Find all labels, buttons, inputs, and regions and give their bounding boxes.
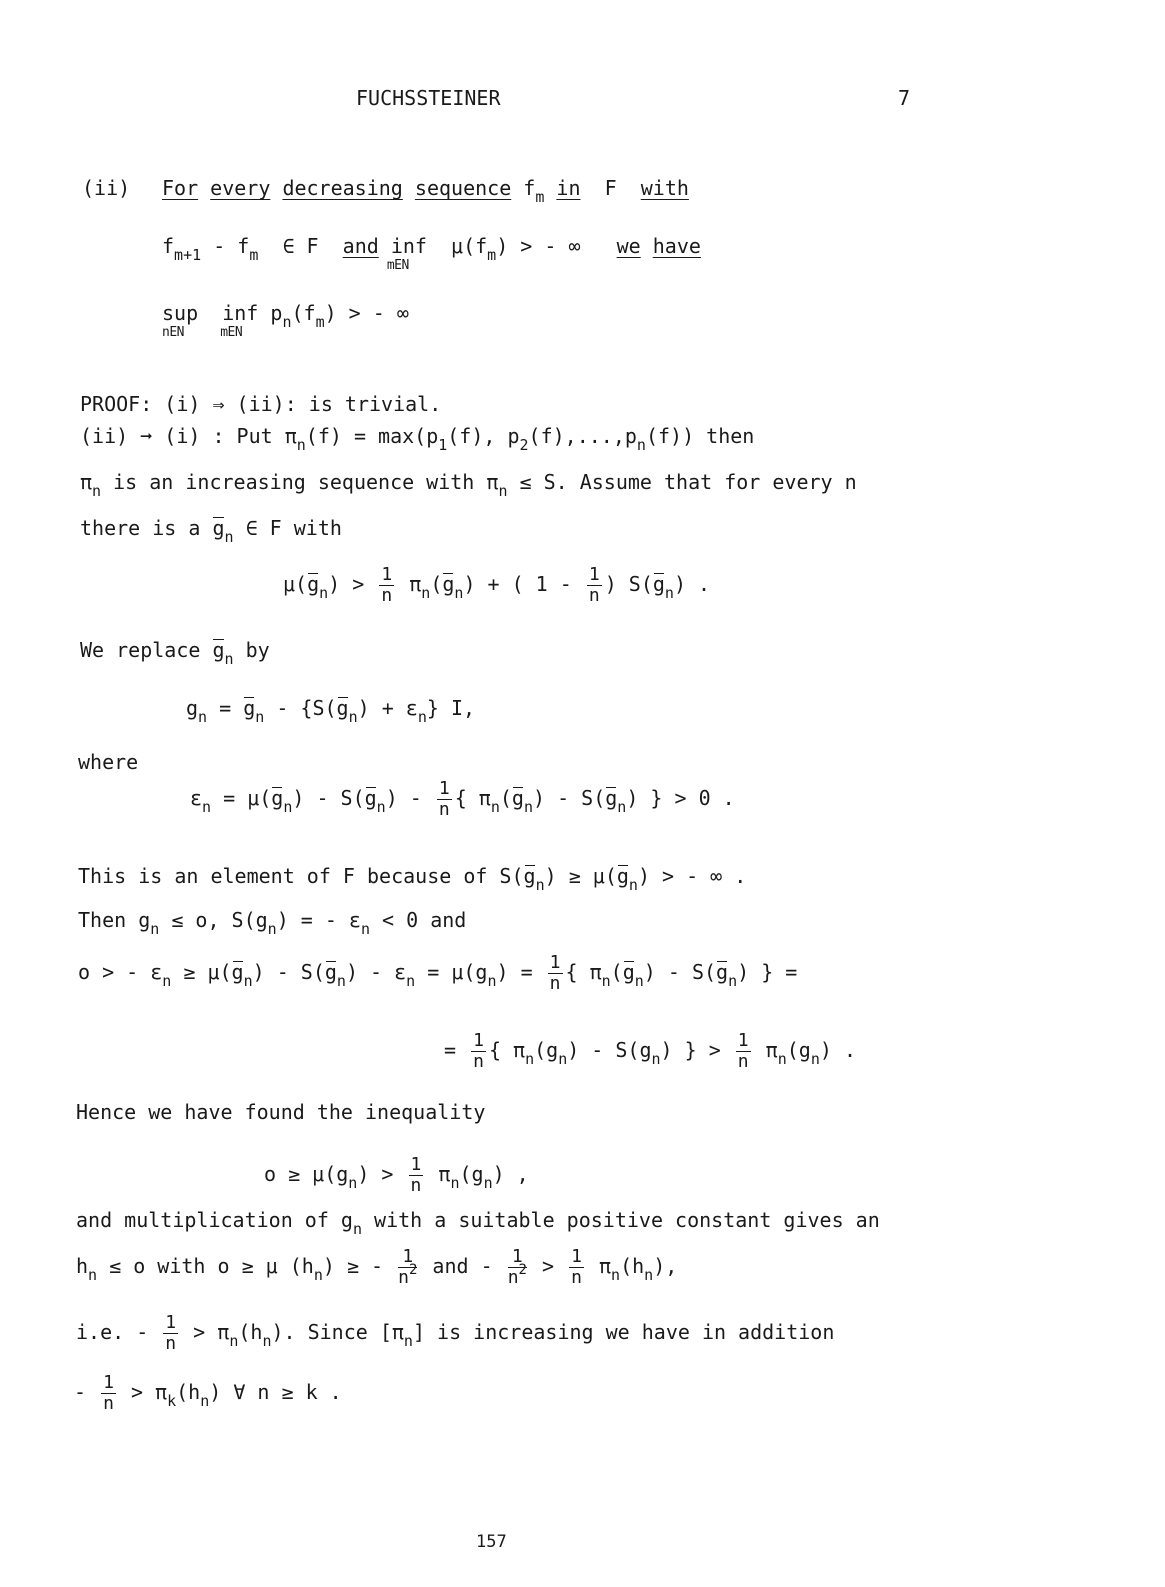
fraction: $\frac{1}{n}$ (438, 778, 450, 820)
condition-line-1: For every decreasing sequence $f_m$ in F with (162, 176, 689, 206)
proof-line-3: $\pi_n$ is an increasing sequence with $\pi_n \le S$. Assume that for every n (80, 470, 857, 500)
fraction: $\frac{1}{n}$ (473, 1030, 484, 1072)
running-header-author: FUCHSSTEINER (356, 86, 501, 110)
proof-line-2: (ii) ➞ (i) : Put $\pi_n(f) = \max(p_1(f)$, $p_2(f),...,p_n(f)$) then (80, 424, 755, 454)
running-header-page-number: 7 (898, 86, 911, 110)
fraction: $\frac{1}{n^2}$ (507, 1246, 527, 1288)
fraction: $\frac{1}{n}$ (549, 952, 561, 994)
equation-5: = $\frac{1}{n}$ { $\pi_n(g_n) - S(g_n)$ } > $\frac{1}{n}$ $\pi_n(g_n)$ . (444, 1030, 857, 1072)
condition-label: (ii) (82, 176, 131, 200)
fraction: $\frac{1}{n}$ (571, 1246, 582, 1288)
equation-1: $\mu(g_n)$ > $\frac{1}{n}$ $\pi_n(g_n)$ + ( 1 - $\frac{1}{n}$ ) $S(g_n)$ . (283, 564, 711, 606)
ie-line: i.e. - $\frac{1}{n}$ > $\pi_n(h_n)$. Since $[\pi_n]$ is increasing we have in addition (76, 1312, 835, 1354)
condition-line-2: $f_{m+1} - f_m$ ∈ F and inf mEN $\mu(f_m)$ > - ∞ we have (162, 234, 701, 273)
replace-line: We replace $g_n$ by (80, 638, 270, 668)
proof-line-1: PROOF: (i) ⇒ (ii): is trivial. (80, 392, 442, 416)
fraction: $\frac{1}{n}$ (588, 564, 600, 606)
footer-page-number: 157 (476, 1532, 507, 1552)
equation-3: $\varepsilon_n = \mu(g_n) - S(g_n)$ - $\frac{1}{n}$ { $\pi_n(g_n) - S(g_n)$ } > 0 . (190, 778, 735, 820)
multiplication-line-2: $h_n \le o$ with o ≥ μ $(h_n)$ ≥ - $\frac{1}{n^2}$ and - $\frac{1}{n^2}$ > $\frac{1}{n}$ $\pi_n(h_n)$, (76, 1246, 678, 1288)
fraction: $\frac{1}{n}$ (165, 1312, 177, 1354)
equation-6: $o \ge \mu(g_n)$ > $\frac{1}{n}$ $\pi_n(g_n)$ , (264, 1154, 529, 1196)
hence-line: Hence we have found the inequality (76, 1100, 486, 1124)
condition-line-3: sup nEN inf mEN $p_n(f_m)$ > - ∞ (162, 301, 409, 340)
fraction: $\frac{1}{n^2}$ (398, 1246, 418, 1288)
final-line: - $\frac{1}{n}$ > $\pi_k(h_n)$ ∀ n ≥ k . (74, 1372, 342, 1414)
where-label: where (78, 750, 139, 774)
fraction: $\frac{1}{n}$ (381, 564, 393, 606)
element-line: This is an element of F because of $S(g_n) \ge \mu(g_n)$ > - ∞ . (78, 864, 747, 894)
then-line: Then $g_n \le o$, $S(g_n)$ = - $\varepsilon_n < 0$ and (78, 908, 467, 938)
multiplication-line-1: and multiplication of $g_n$ with a suitable positive constant gives an (76, 1208, 880, 1238)
proof-line-4: there is a $g_n$ ∈ F with (80, 516, 342, 546)
equation-2: $g_n = g_n - \{S(g_n) + \varepsilon_n\}$ I, (186, 696, 476, 726)
equation-4: o > - $\varepsilon_n \ge \mu(g_n) - S(g_n) - \varepsilon_n = \mu(g_n)$ = $\frac{1}{n}$ { $\pi_n(g_n) - S(g_n)$ } = (78, 952, 798, 994)
fraction: $\frac{1}{n}$ (410, 1154, 422, 1196)
fraction: $\frac{1}{n}$ (103, 1372, 114, 1414)
fraction: $\frac{1}{n}$ (737, 1030, 749, 1072)
